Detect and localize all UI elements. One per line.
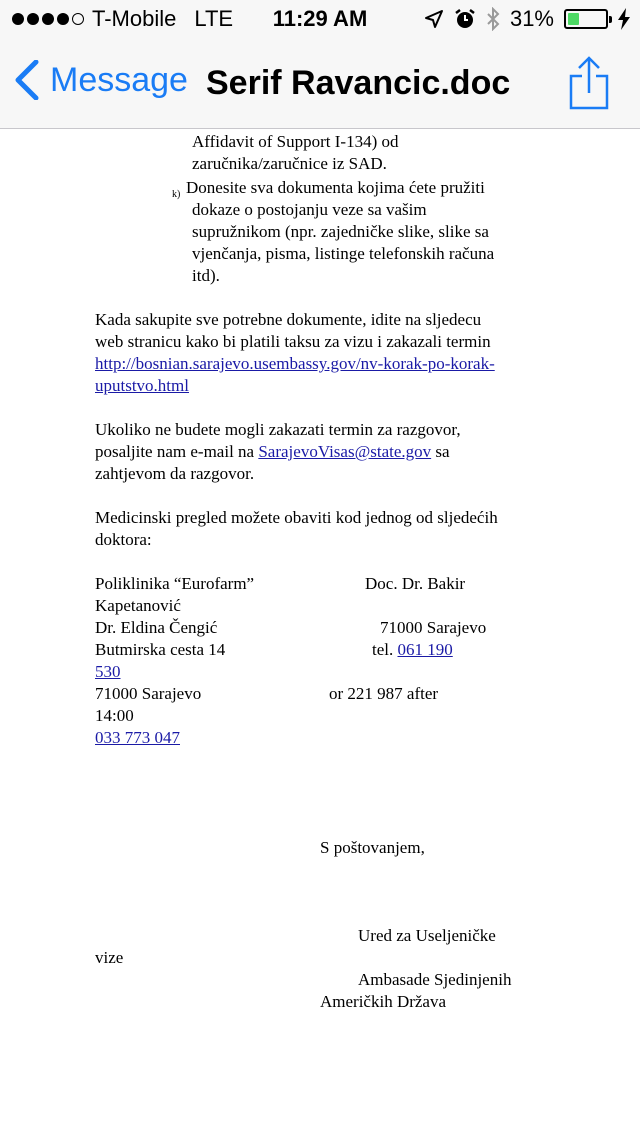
battery-percent: 31% <box>509 6 554 31</box>
share-icon <box>568 56 610 110</box>
signature-line: vize <box>95 948 124 967</box>
alarm-clock-icon <box>454 8 476 30</box>
bluetooth-icon <box>486 7 500 31</box>
doctor-name: Kapetanović <box>95 596 181 615</box>
status-right <box>424 6 630 32</box>
paragraph-text: posaljite nam e-mail na <box>95 442 259 461</box>
back-label: Message <box>50 60 188 99</box>
signature-line: Ured za Useljeničke <box>358 926 496 945</box>
paragraph-line: Medicinski pregled možete obaviti kod jednog od sljedećih <box>95 508 498 527</box>
phone-link[interactable]: 061 190 <box>397 640 453 659</box>
navigation-bar <box>0 40 640 129</box>
email-link[interactable]: SarajevoVisas@state.gov <box>258 442 432 461</box>
phone-link[interactable]: 530 <box>95 662 121 681</box>
network-type: LTE <box>194 6 234 31</box>
document-title: Serif Ravancic.doc <box>206 64 511 102</box>
carrier-name: T-Mobile <box>92 6 177 31</box>
doc-text: zaručnika/zaručnice iz SAD. <box>192 154 387 173</box>
location-arrow-icon <box>424 9 444 29</box>
list-item-k-line: supružnikom (npr. zajedničke slike, slike sa <box>192 222 489 241</box>
status-time: 11:29 AM <box>272 6 368 31</box>
battery-fill <box>568 13 579 25</box>
list-item-k-line: vjenčanja, pisma, listinge telefonskih računa <box>192 244 495 263</box>
list-item-k-line: Donesite sva dokumenta kojima ćete pružiti <box>186 178 485 197</box>
charging-bolt-icon <box>618 8 630 30</box>
clinic-doctor: Dr. Eldina Čengić <box>95 618 218 637</box>
doctor-alt-phone: or 221 987 after <box>329 684 439 703</box>
share-button[interactable] <box>568 56 610 115</box>
paragraph-line <box>95 441 450 463</box>
back-button[interactable] <box>14 60 188 100</box>
clinic-street: Butmirska cesta 14 <box>95 640 226 659</box>
doctor-alt-time: 14:00 <box>95 706 134 725</box>
paragraph-line: zahtjevom da razgovor. <box>95 464 255 483</box>
paragraph-text: sa <box>431 442 450 461</box>
visa-fee-link[interactable]: http://bosnian.sarajevo.usembassy.gov/nv-korak-po-korak- <box>95 354 495 373</box>
list-item-k-line: itd). <box>192 266 220 285</box>
signature-line: Američkih Država <box>320 992 447 1011</box>
signature-line: Ambasade Sjedinjenih <box>358 970 512 989</box>
doctor-name: Doc. Dr. Bakir <box>365 574 466 593</box>
doc-text: Affidavit of Support I-134) od <box>192 132 399 151</box>
chevron-left-icon <box>14 60 40 100</box>
document-body[interactable] <box>0 129 640 1136</box>
clinic-phone-link[interactable]: 033 773 047 <box>95 728 180 747</box>
paragraph-line: Ukoliko ne budete mogli zakazati termin za razgovor, <box>95 420 461 439</box>
visa-fee-link[interactable]: uputstvo.html <box>95 376 189 395</box>
clinic-city: 71000 Sarajevo <box>95 684 202 703</box>
doctor-phone <box>372 639 453 661</box>
paragraph-line: Kada sakupite sve potrebne dokumente, idite na sljedecu <box>95 310 482 329</box>
status-bar <box>0 0 640 40</box>
phone-label: tel. <box>372 640 398 659</box>
battery-icon <box>564 9 608 29</box>
paragraph-line: web stranicu kako bi platili taksu za vizu i zakazali termin <box>95 332 491 351</box>
closing: S poštovanjem, <box>320 838 425 857</box>
doctor-city: 71000 Sarajevo <box>380 618 487 637</box>
paragraph-line: doktora: <box>95 530 152 549</box>
clinic-name: Poliklinika “Eurofarm” <box>95 574 255 593</box>
list-item-k-line: dokaze o postojanju veze sa vašim <box>192 200 427 219</box>
list-marker: k) <box>172 189 181 200</box>
